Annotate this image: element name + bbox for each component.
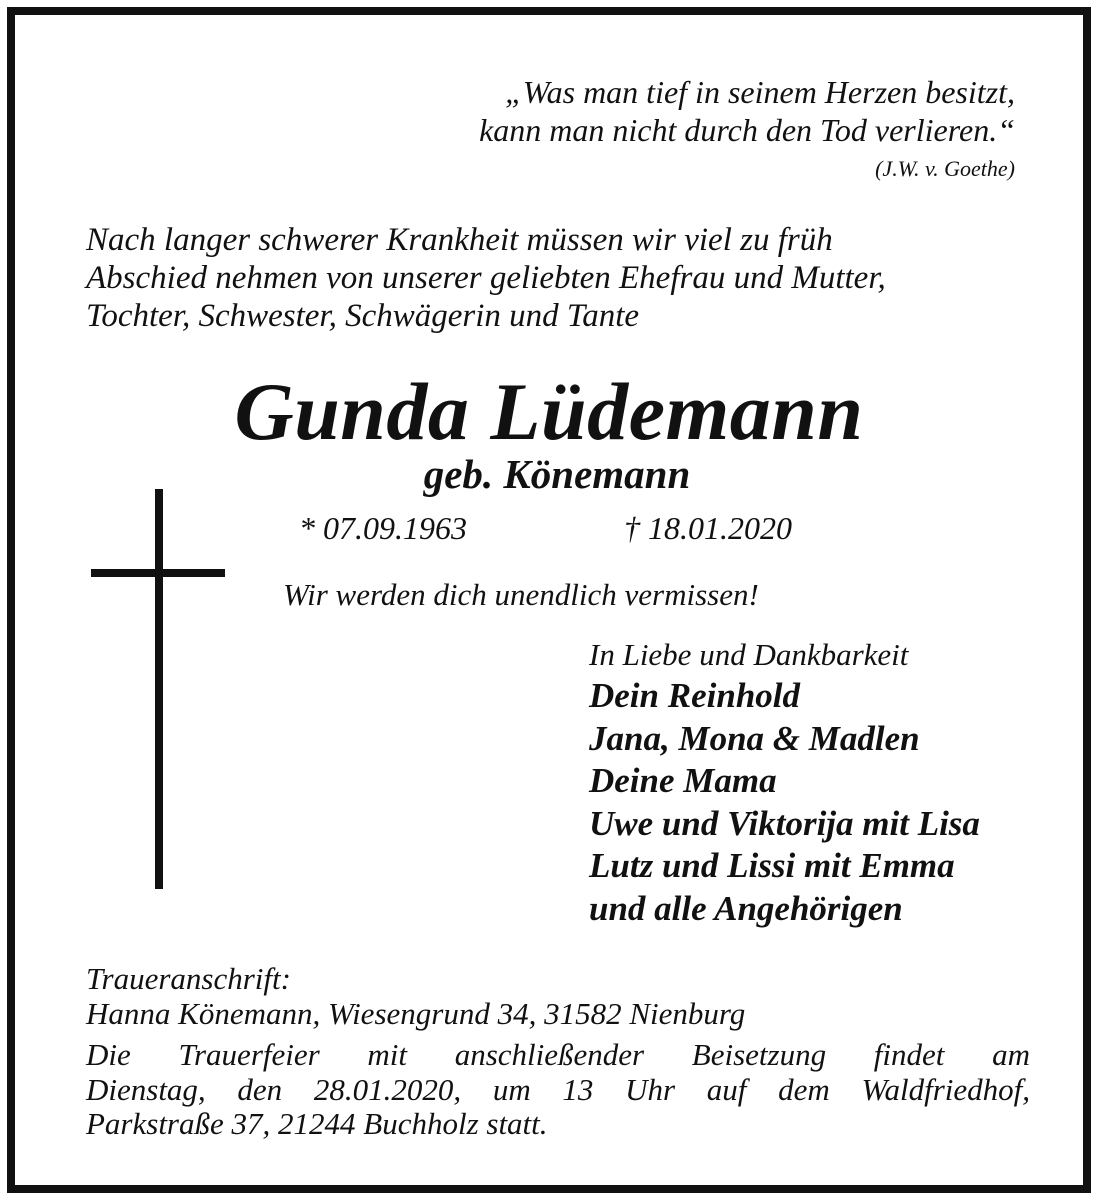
service-line-1: Die Trauerfeier mit anschließender Beisetzung findet am [86,1037,1030,1072]
intro-line-1: Nach langer schwerer Krankheit müssen wir viel zu früh [86,222,833,258]
mourner-item: Deine Mama [589,761,777,800]
deceased-name: Gunda Lüdemann [234,366,864,457]
mourner-item: Jana, Mona & Madlen [589,718,920,758]
address-label: Traueranschrift: [86,961,291,996]
obituary-frame [7,7,1091,1193]
farewell-text: Wir werden dich unendlich vermissen! [283,577,759,612]
intro-line-3: Tochter, Schwester, Schwägerin und Tante [86,298,640,334]
cross-horizontal-bar [91,569,225,577]
mourners-list [589,675,980,930]
quote-line-1: „Was man tief in seinem Herzen besitzt, [505,74,1015,110]
service-line-2: Dienstag, den 28.01.2020, um 13 Uhr auf dem Waldfriedhof, [86,1071,1030,1107]
mourner-item: Lutz und Lissi mit Emma [589,846,955,885]
goethe-quote [479,73,1015,149]
service-line-3: Parkstraße 37, 21244 Buchholz statt. [86,1106,548,1141]
mourner-item: Uwe und Viktorija mit Lisa [589,803,980,843]
mourner-item: Dein Reinhold [589,676,801,715]
intro-line-2: Abschied nehmen von unserer geliebten Ehefrau und Mutter, [86,260,886,296]
birth-date: * 07.09.1963 [299,510,467,546]
birth-name: geb. Könemann [423,451,691,497]
service-info [86,1038,1030,1142]
cross-vertical-bar [155,489,163,889]
intro-text [86,221,886,335]
address-text: Hanna Könemann, Wiesengrund 34, 31582 Nienburg [86,996,746,1031]
quote-author: (J.W. v. Goethe) [875,156,1015,181]
signature-intro: In Liebe und Dankbarkeit [589,637,909,672]
quote-line-2: kann man nicht durch den Tod verlieren.“ [479,112,1015,148]
death-date: † 18.01.2020 [624,510,792,546]
mourner-item: und alle Angehörigen [589,888,903,928]
